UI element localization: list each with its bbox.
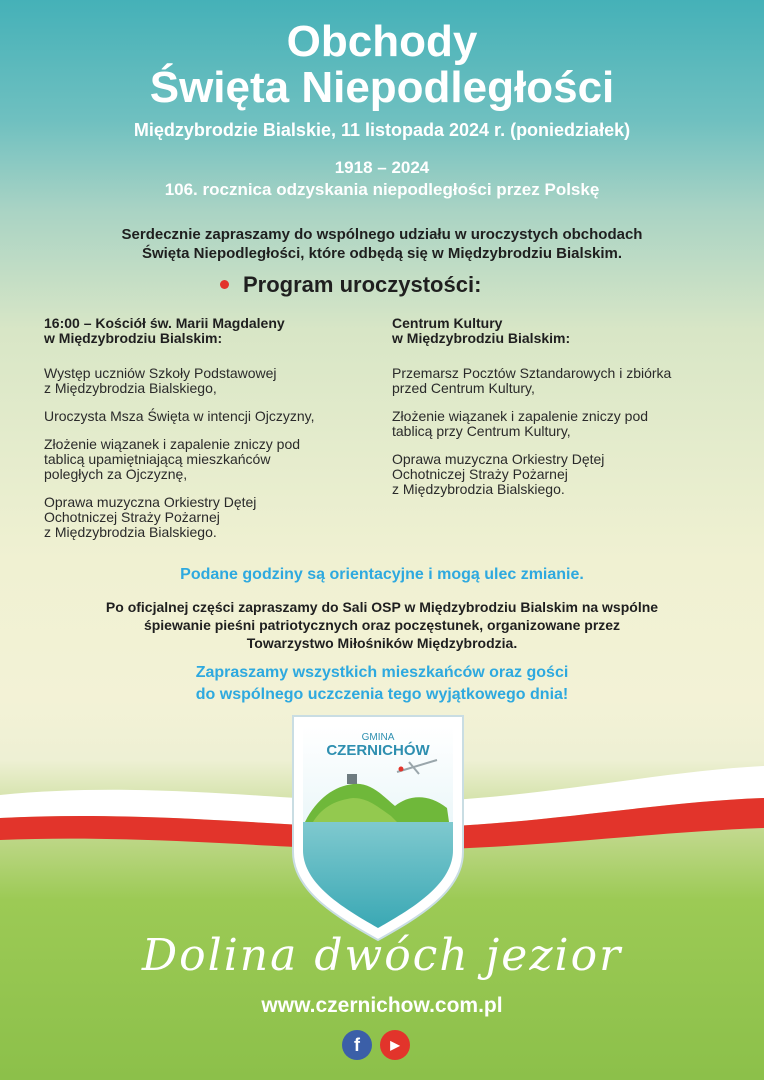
church-item-4-line-1: Oprawa muzyczna Orkiestry Dętej xyxy=(44,494,257,510)
schedule-note: Podane godziny są orientacyjne i mogą ulec zmianie. xyxy=(180,566,584,583)
bullet-icon xyxy=(220,280,229,289)
church-item-3 xyxy=(44,437,364,482)
crest-label-name: CZERNICHÓW xyxy=(326,742,430,759)
culture-item-1-line-1: Przemarsz Pocztów Sztandarowych i zbiórka xyxy=(392,365,672,381)
church-heading xyxy=(44,316,364,346)
culture-center-heading xyxy=(392,316,732,346)
culture-item-2 xyxy=(392,409,732,439)
after-event-line-1: Po oficjalnej części zapraszamy do Sali OSP w Międzybrodziu Bialskim na wspólne xyxy=(105,599,659,615)
after-event-line-3: Towarzystwo Miłośników Międzybrodzia. xyxy=(246,635,518,651)
culture-item-1 xyxy=(392,366,732,396)
after-event-line-2: śpiewanie pieśni patriotycznych oraz poczęstunek, organizowane przez xyxy=(143,617,621,633)
church-item-2-line-1: Uroczysta Msza Święta w intencji Ojczyzny, xyxy=(44,408,315,424)
youtube-icon[interactable]: ▶ xyxy=(380,1030,410,1060)
facebook-icon[interactable]: f xyxy=(342,1030,372,1060)
anniversary-text: 106. rocznica odzyskania niepodległości przez Polskę xyxy=(164,180,600,199)
culture-item-2-line-2: tablicą przy Centrum Kultury, xyxy=(392,423,571,439)
church-item-1-line-1: Występ uczniów Szkoły Podstawowej xyxy=(44,365,277,381)
culture-item-3-line-1: Oprawa muzyczna Orkiestry Dętej xyxy=(392,451,605,467)
title-line-1: Obchody xyxy=(286,17,478,66)
church-item-4 xyxy=(44,495,364,540)
website-link[interactable]: www.czernichow.com.pl xyxy=(261,994,503,1017)
culture-item-3-line-2: Ochotniczej Straży Pożarnej xyxy=(392,466,568,482)
crest-tower xyxy=(347,774,357,784)
invitation-line-2: Święta Niepodległości, które odbędą się w Międzybrodziu Bialskim. xyxy=(141,245,623,262)
church-heading-line-2: w Międzybrodziu Bialskim: xyxy=(44,330,223,346)
church-item-2 xyxy=(44,409,364,424)
church-item-3-line-1: Złożenie wiązanek i zapalenie zniczy pod xyxy=(44,436,301,452)
culture-item-3-line-3: z Międzybrodzia Bialskiego. xyxy=(392,481,565,497)
church-item-3-line-3: poległych za Ojczyznę, xyxy=(44,466,188,482)
welcome-text xyxy=(0,662,764,706)
invitation-text xyxy=(0,225,764,263)
culture-item-2-line-1: Złożenie wiązanek i zapalenie zniczy pod xyxy=(392,408,649,424)
church-item-1-line-2: z Międzybrodzia Bialskiego, xyxy=(44,380,217,396)
church-item-4-line-3: z Międzybrodzia Bialskiego. xyxy=(44,524,217,540)
culture-center-heading-line-2: w Międzybrodziu Bialskim: xyxy=(392,330,571,346)
after-event-text xyxy=(0,598,764,652)
gmina-crest xyxy=(287,712,469,944)
crest-water xyxy=(303,822,453,928)
slogan: Dolina dwóch jezior xyxy=(141,930,623,981)
invitation-line-1: Serdecznie zapraszamy do wspólnego udziału w uroczystych obchodach xyxy=(121,226,643,243)
title-line-2: Święta Niepodległości xyxy=(149,63,615,112)
church-item-1 xyxy=(44,366,364,396)
welcome-line-2: do wspólnego uczczenia tego wyjątkowego dnia! xyxy=(195,686,569,703)
crest-label-top: GMINA xyxy=(361,732,395,743)
program-heading-text: Program uroczystości: xyxy=(243,272,482,297)
event-date-location: Międzybrodzie Bialskie, 11 listopada 2024 r. (poniedziałek) xyxy=(133,120,631,140)
church-heading-line-1: 16:00 – Kościół św. Marii Magdaleny xyxy=(44,315,285,331)
program-church-column xyxy=(44,316,364,553)
culture-center-heading-line-1: Centrum Kultury xyxy=(392,315,503,331)
culture-item-3 xyxy=(392,452,732,497)
culture-item-1-line-2: przed Centrum Kultury, xyxy=(392,380,535,396)
church-item-4-line-2: Ochotniczej Straży Pożarnej xyxy=(44,509,220,525)
program-culture-center-column xyxy=(392,316,732,510)
program-heading xyxy=(220,272,481,298)
years-range: 1918 – 2024 xyxy=(334,158,430,177)
welcome-line-1: Zapraszamy wszystkich mieszkańców oraz gości xyxy=(195,664,569,681)
church-item-3-line-2: tablicą upamiętniającą mieszkańców xyxy=(44,451,271,467)
